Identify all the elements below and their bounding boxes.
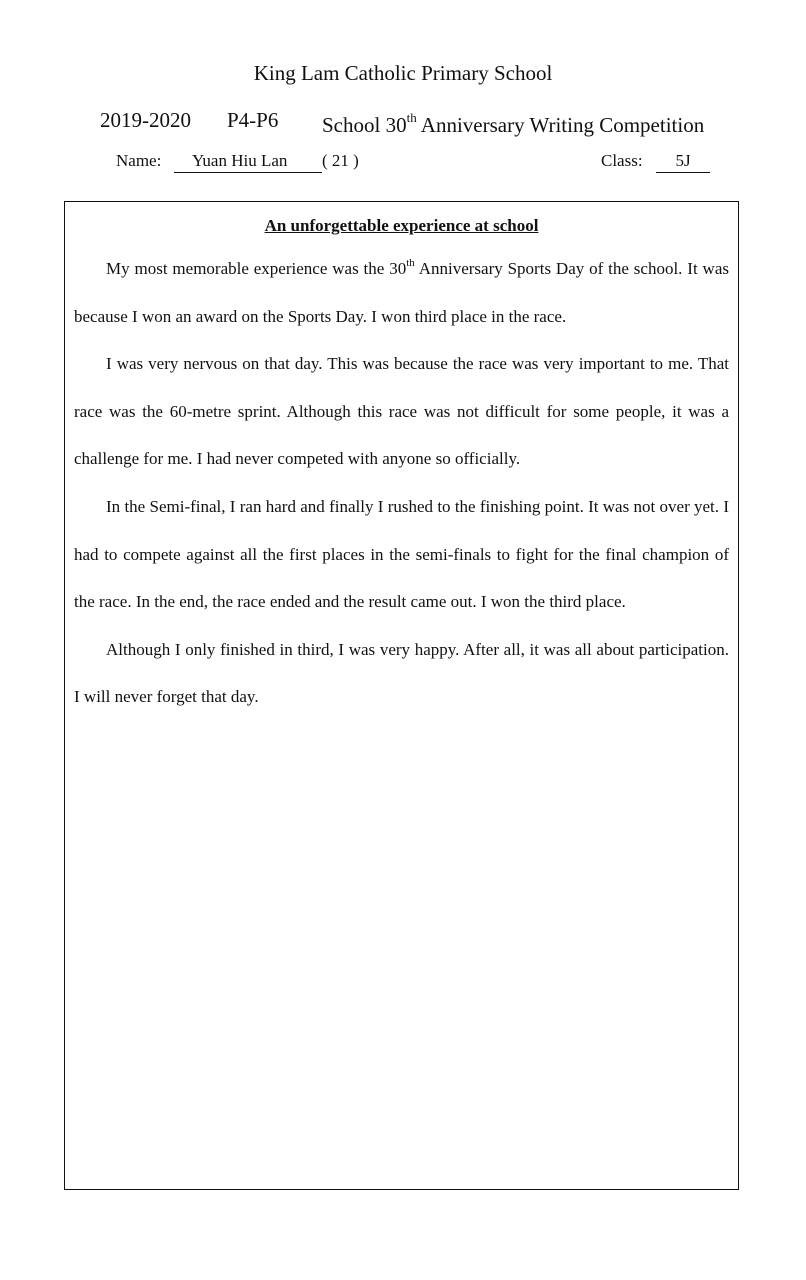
name-label: Name: — [116, 151, 162, 170]
essay-paragraph-4: Although I only finished in third, I was very happy. After all, it was all about participation. I will never forget that day. — [74, 639, 729, 707]
class-label: Class: — [601, 151, 643, 170]
essay-paragraph-2: I was very nervous on that day. This was because the race was very important to me. That race was the 60-metre sprint. Although this race was not difficult for some people, it was a challenge for me. I had never competed with anyone so officially. — [74, 354, 729, 469]
essay-box — [64, 201, 739, 1190]
school-name: King Lam Catholic Primary School — [253, 61, 553, 85]
paragraph-1-start: My most memorable experience was the 30 — [106, 259, 407, 278]
grade-range: P4-P6 — [227, 108, 279, 132]
competition-title — [322, 106, 704, 139]
essay-paragraph-1 — [74, 245, 729, 340]
competition-superscript: th — [406, 110, 417, 125]
paragraph-1-end: Anniversary Sports Day of the school. It was because I won an award on the Sports Day. I won third place in the race. — [74, 259, 729, 326]
paragraph-1-superscript: th — [406, 257, 415, 270]
essay-paragraph-3: In the Semi-final, I ran hard and finally I rushed to the finishing point. It was not over yet. I had to compete against all the first places in the semi-finals to fight for the final champion of the race. In the end, the race ended and the result came out. I won the third place. — [74, 496, 729, 612]
student-name: Yuan Hiu Lan — [174, 150, 322, 173]
class-number: ( 21 ) — [322, 151, 359, 170]
competition-prefix: School 30 — [322, 113, 407, 137]
class-value: 5J — [656, 150, 710, 173]
competition-suffix: Anniversary Writing Competition — [416, 113, 705, 137]
essay-body — [65, 245, 738, 721]
essay-title: An unforgettable experience at school — [264, 216, 539, 235]
school-year: 2019-2020 — [100, 108, 191, 132]
